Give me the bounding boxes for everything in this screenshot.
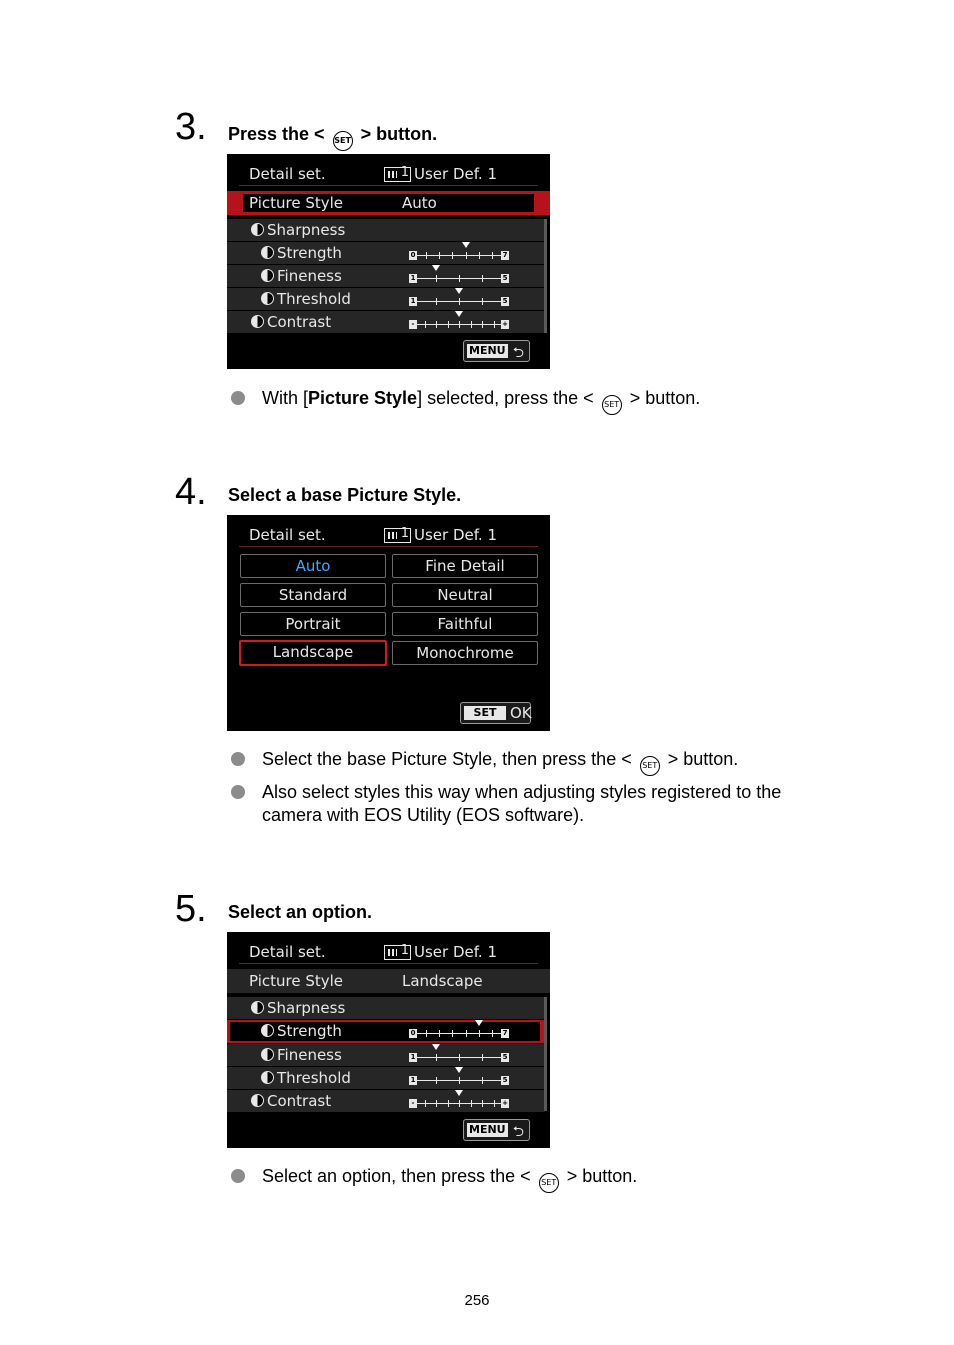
camera-screen-base-style [227, 515, 550, 731]
threshold-icon [261, 292, 274, 305]
menu-row-threshold[interactable] [227, 1067, 545, 1089]
text: ] selected, press the < [417, 388, 594, 408]
slider-marker [432, 1044, 440, 1050]
slider-tick [452, 1030, 453, 1037]
row-label: Sharpness [267, 999, 346, 1017]
bullet-icon [231, 785, 245, 799]
slider-end-cap: 5 [502, 297, 508, 305]
text: With [ [262, 388, 309, 408]
title-text: > button. [360, 124, 438, 144]
row-value: Landscape [402, 972, 483, 990]
slider-tick [425, 321, 426, 328]
set-button-icon: SET [539, 1173, 559, 1193]
page-number: 256 [464, 1292, 490, 1309]
slider-tick [436, 1077, 437, 1084]
sharpness-icon [251, 223, 264, 236]
sharpness-icon [251, 1001, 264, 1014]
slider-end-cap: - [409, 320, 417, 329]
set-button-icon: SET [602, 395, 622, 415]
slider-tick [425, 1100, 426, 1107]
menu-label: MENU [469, 344, 506, 357]
slider-tick [459, 321, 460, 328]
slider-marker [432, 265, 440, 271]
header-divider [239, 963, 538, 964]
set-label: SET [464, 706, 506, 720]
header-style [384, 165, 497, 183]
slider-tick [436, 321, 437, 328]
slider-end-cap: 0 [410, 251, 416, 259]
slider-tick [452, 252, 453, 259]
text: camera with EOS Utility (EOS software). [262, 805, 585, 825]
row-label: Picture Style [249, 972, 344, 990]
slider-tick [426, 1030, 427, 1037]
slider-tick [448, 321, 449, 328]
contrast-slider[interactable] [409, 316, 509, 330]
style-option-neutral[interactable]: Neutral [392, 583, 538, 607]
menu-row-picture-style[interactable] [227, 969, 550, 993]
strength-slider[interactable] [409, 1025, 509, 1039]
step-title [228, 125, 437, 151]
slider-marker [455, 1067, 463, 1073]
slider-end-cap: 5 [502, 274, 508, 282]
picture-style-icon [384, 528, 411, 543]
step-title: Select an option. [228, 902, 373, 922]
slider-tick [492, 252, 493, 259]
title-text: Press the < [228, 124, 325, 144]
step-number: 3. [175, 106, 207, 148]
bullet-icon [231, 1169, 245, 1183]
header-style-name: User Def. 1 [414, 943, 498, 961]
slider-marker [455, 311, 463, 317]
row-label: Threshold [277, 1069, 351, 1087]
slider-end-cap: 7 [502, 251, 508, 259]
slider-tick [436, 1100, 437, 1107]
text: > button. [629, 388, 701, 408]
menu-row-fineness[interactable] [227, 1044, 545, 1066]
slider-tick [494, 1100, 495, 1107]
row-label: Contrast [267, 313, 332, 331]
picture-style-icon [384, 167, 411, 182]
instruction-text [262, 1165, 637, 1193]
slider-tick [471, 321, 472, 328]
scrollbar[interactable] [544, 219, 547, 333]
slider-end-cap: - [409, 1099, 417, 1108]
return-arrow-icon: ⮌ [512, 1124, 524, 1140]
camera-screen-detail-set [227, 154, 550, 369]
slider-end-cap: 7 [502, 1029, 508, 1037]
scrollbar[interactable] [544, 997, 547, 1111]
return-arrow-icon: ⮌ [512, 345, 524, 361]
slider-marker [455, 288, 463, 294]
style-option-monochrome[interactable]: Monochrome [392, 641, 538, 665]
text: > button. [667, 749, 739, 769]
header-style-name: User Def. 1 [414, 526, 498, 544]
threshold-slider[interactable] [409, 1072, 509, 1086]
slider-tick [459, 1054, 460, 1061]
row-value: Auto [402, 194, 437, 212]
instruction-text [262, 387, 700, 415]
menu-row-strength[interactable] [227, 242, 545, 264]
slider-marker [462, 242, 470, 248]
slider-tick [436, 275, 437, 282]
threshold-icon [261, 1071, 274, 1084]
screen-header [227, 515, 550, 547]
slider-end-cap: + [502, 320, 508, 328]
slider-tick [426, 252, 427, 259]
slider-end-cap: 1 [410, 1053, 416, 1061]
menu-row-strength[interactable] [227, 1020, 545, 1043]
slider-tick [482, 321, 483, 328]
text: > button. [566, 1166, 638, 1186]
bullet-icon [231, 391, 245, 405]
slider-end-cap: 1 [410, 274, 416, 282]
style-option-faithful[interactable]: Faithful [392, 612, 538, 636]
row-label: Picture Style [249, 194, 344, 212]
slider-end-cap: 5 [502, 1076, 508, 1084]
slider-tick [448, 1100, 449, 1107]
menu-row-sharpness[interactable] [227, 997, 545, 1019]
menu-row-picture-style[interactable] [227, 191, 550, 215]
ok-label: OK [510, 704, 532, 722]
menu-return-button[interactable] [463, 1119, 530, 1141]
header-style [384, 943, 497, 961]
header-title: Detail set. [249, 165, 326, 183]
slider-tick [459, 1100, 460, 1107]
screen-header [227, 932, 550, 964]
slider-tick [479, 252, 480, 259]
style-option-standard[interactable]: Standard [240, 583, 386, 607]
slider-end-cap: 0 [410, 1029, 416, 1037]
contrast-icon [251, 315, 264, 328]
fineness-icon [261, 1048, 274, 1061]
slider-tick [482, 275, 483, 282]
style-option-portrait[interactable]: Portrait [240, 612, 386, 636]
slider-tick [459, 275, 460, 282]
slider-tick [439, 252, 440, 259]
header-title: Detail set. [249, 943, 326, 961]
contrast-icon [251, 1094, 264, 1107]
menu-label: MENU [469, 1123, 506, 1136]
row-label: Sharpness [267, 221, 346, 239]
menu-return-button[interactable] [463, 340, 530, 362]
row-label: Fineness [277, 267, 342, 285]
text: Also select styles this way when adjusting styles registered to the [262, 782, 782, 802]
slider-marker [475, 1020, 483, 1026]
header-title: Detail set. [249, 526, 326, 544]
slider-tick [436, 298, 437, 305]
text-bold: Picture Style [308, 388, 418, 408]
row-label: Threshold [277, 290, 351, 308]
slider-end-cap: + [502, 1099, 508, 1107]
camera-screen-option [227, 932, 550, 1148]
step-title: Select a base Picture Style. [228, 485, 462, 505]
slider-tick [459, 298, 460, 305]
menu-row-threshold[interactable] [227, 288, 545, 310]
style-option-landscape[interactable]: Landscape [239, 640, 387, 666]
slider-end-cap: 5 [502, 1053, 508, 1061]
header-divider [239, 185, 538, 186]
slider-tick [466, 1030, 467, 1037]
slider-tick [436, 1054, 437, 1061]
set-button-icon: SET [333, 131, 353, 151]
slider-tick [471, 1100, 472, 1107]
picture-style-icon [384, 945, 411, 960]
set-button-icon: SET [640, 756, 660, 776]
slider-tick [482, 1100, 483, 1107]
text: Select an option, then press the < [262, 1166, 531, 1186]
contrast-slider[interactable] [409, 1095, 509, 1109]
fineness-slider[interactable] [409, 1049, 509, 1063]
row-label: Contrast [267, 1092, 332, 1110]
menu-row-sharpness[interactable] [227, 219, 545, 241]
strength-slider[interactable] [409, 247, 509, 261]
slider-end-cap: 1 [410, 1076, 416, 1084]
style-option-fine-detail[interactable]: Fine Detail [392, 554, 538, 578]
row-label: Strength [277, 244, 342, 262]
instruction-text [262, 781, 781, 827]
slider-end-cap: 1 [410, 297, 416, 305]
slider-tick [482, 1077, 483, 1084]
fineness-slider[interactable] [409, 270, 509, 284]
slider-tick [482, 298, 483, 305]
screen-header [227, 154, 550, 186]
menu-row-contrast[interactable] [227, 311, 545, 333]
slider-tick [494, 321, 495, 328]
slider-tick [479, 1030, 480, 1037]
strength-icon [261, 246, 274, 259]
slider-tick [439, 1030, 440, 1037]
threshold-slider[interactable] [409, 293, 509, 307]
slider-tick [459, 1077, 460, 1084]
step-number: 4. [175, 471, 207, 513]
instruction-text [262, 748, 738, 776]
header-style [384, 526, 497, 544]
row-label: Strength [277, 1022, 342, 1040]
strength-icon [261, 1024, 274, 1037]
slider-marker [455, 1090, 463, 1096]
set-ok-button[interactable] [460, 702, 531, 724]
slider-tick [492, 1030, 493, 1037]
style-option-auto[interactable]: Auto [240, 554, 386, 578]
text: Select the base Picture Style, then press the < [262, 749, 632, 769]
header-style-name: User Def. 1 [414, 165, 498, 183]
bullet-icon [231, 752, 245, 766]
step-number: 5. [175, 888, 207, 930]
row-label: Fineness [277, 1046, 342, 1064]
slider-tick [482, 1054, 483, 1061]
menu-row-contrast[interactable] [227, 1090, 545, 1112]
fineness-icon [261, 269, 274, 282]
slider-tick [466, 252, 467, 259]
menu-row-fineness[interactable] [227, 265, 545, 287]
header-divider [239, 546, 538, 547]
